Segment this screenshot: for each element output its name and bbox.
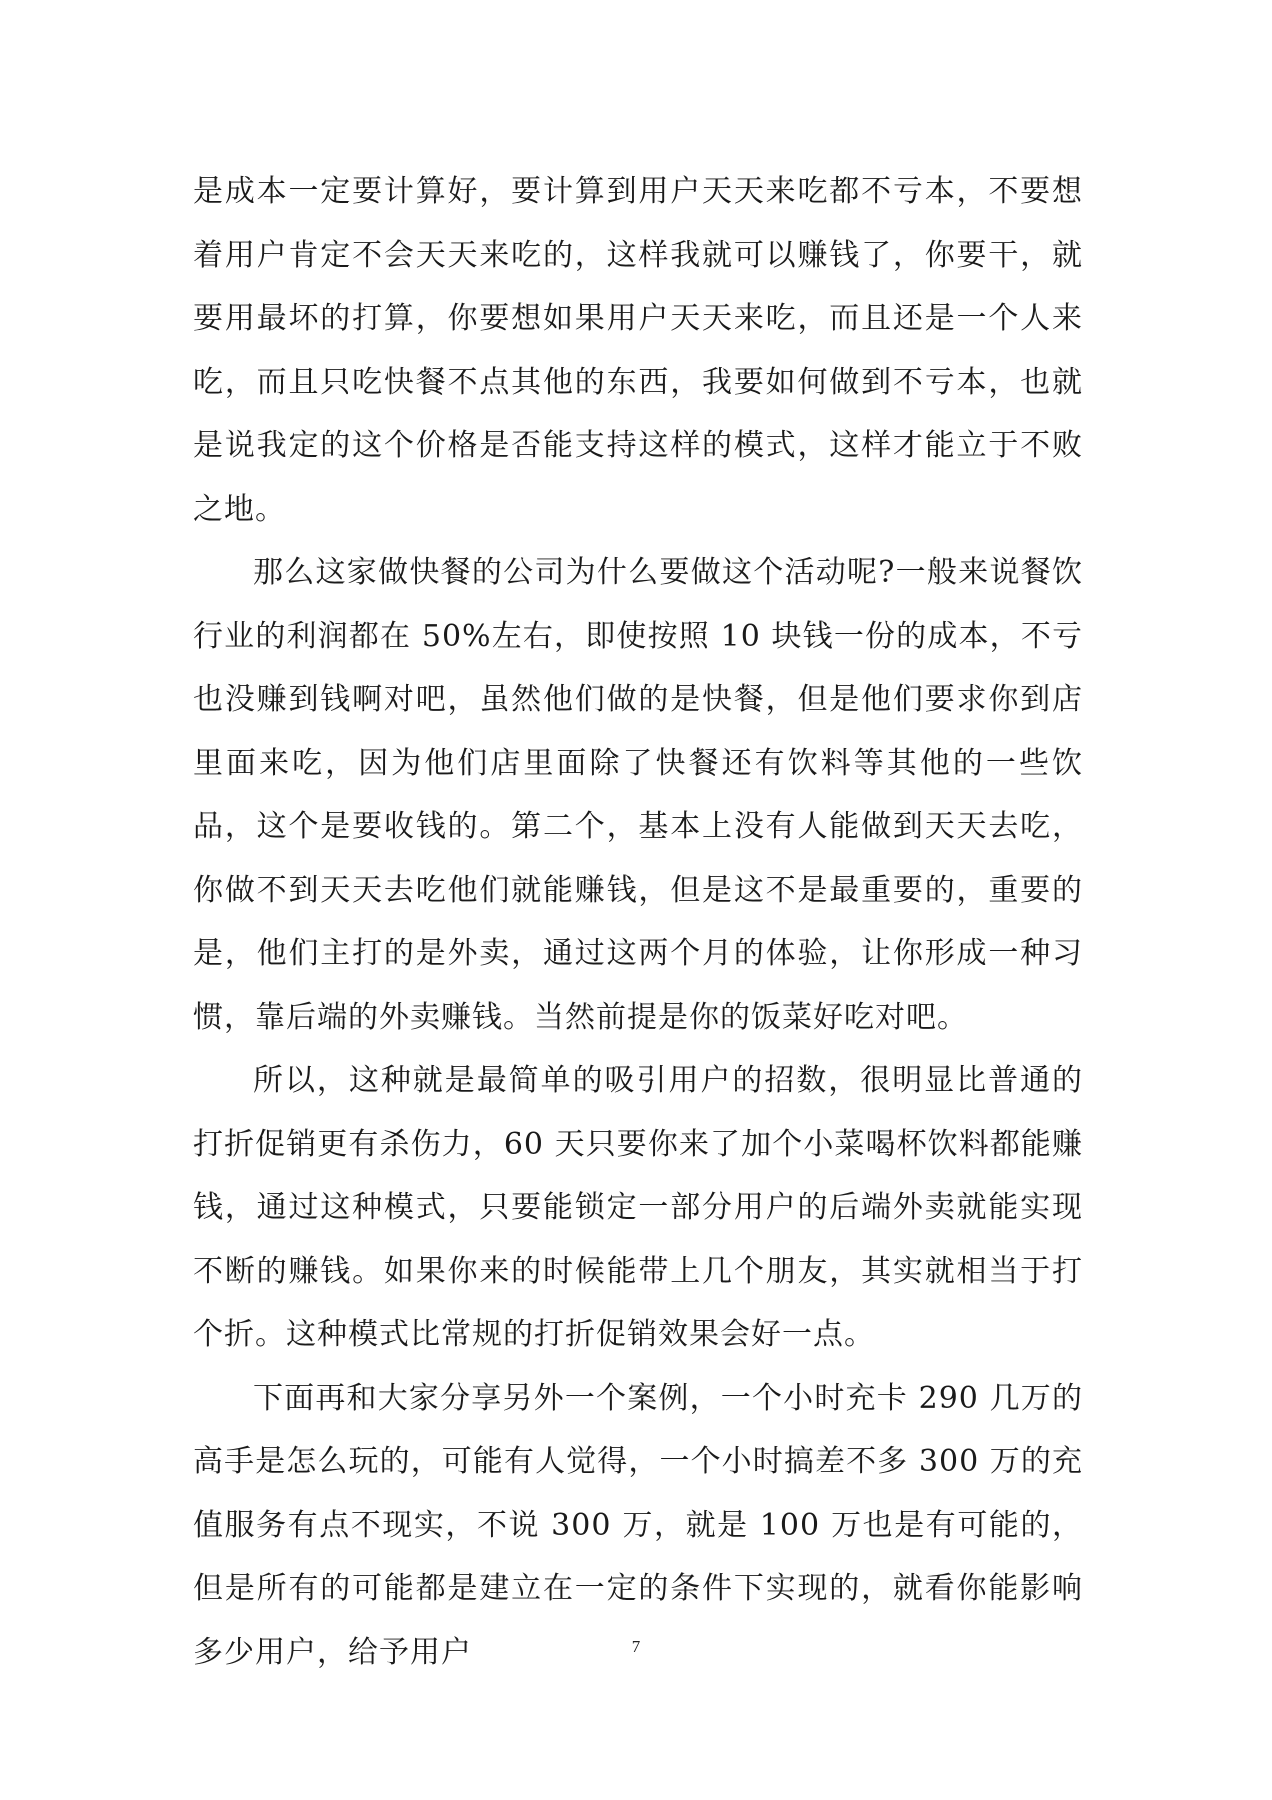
paragraph-2: 那么这家做快餐的公司为什么要做这个活动呢?一般来说餐饮行业的利润都在 50%左右，即使按照 10 块钱一份的成本，不亏也没赚到钱啊对吧，虽然他们做的是快餐，但是他们要求你到店里面来吃，因为他们店里面除了快餐还有饮料等其他的一些饮品，这个是要收钱的。第二个，基本上没有人能做到天天去吃，你做不到天天去吃他们就能赚钱，但是这不是最重要的，重要的是，他们主打的是外卖，通过这两个月的体验，让你形成一种习惯，靠后端的外卖赚钱。当然前提是你的饭菜好吃对吧。 bbox=[193, 555, 1083, 1035]
page-number: 7 bbox=[631, 1637, 641, 1656]
paragraph-1: 是成本一定要计算好，要计算到用户天天来吃都不亏本，不要想着用户肯定不会天天来吃的，这样我就可以赚钱了，你要干，就要用最坏的打算，你要想如果用户天天来吃，而且还是一个人来吃，而且只吃快餐不点其他的东西，我要如何做到不亏本，也就是说我定的这个价格是否能支持这样的模式，这样才能立于不败之地。 bbox=[193, 174, 1083, 527]
paragraph-3: 所以，这种就是最简单的吸引用户的招数，很明显比普通的打折促销更有杀伤力，60 天只要你来了加个小菜喝杯饮料都能赚钱，通过这种模式，只要能锁定一部分用户的后端外卖就能实现不断的赚钱。如果你来的时候能带上几个朋友，其实就相当于打个折。这种模式比常规的打折促销效果会好一点。 bbox=[193, 1063, 1083, 1352]
document-body bbox=[193, 160, 1083, 1684]
paragraph-4: 下面再和大家分享另外一个案例，一个小时充卡 290 几万的高手是怎么玩的，可能有人觉得，一个小时搞差不多 300 万的充值服务有点不现实，不说 300 万，就是 100 万也是有可能的，但是所有的可能都是建立在一定的条件下实现的，就看你能影响多少用户，给予用户 bbox=[193, 1380, 1083, 1670]
